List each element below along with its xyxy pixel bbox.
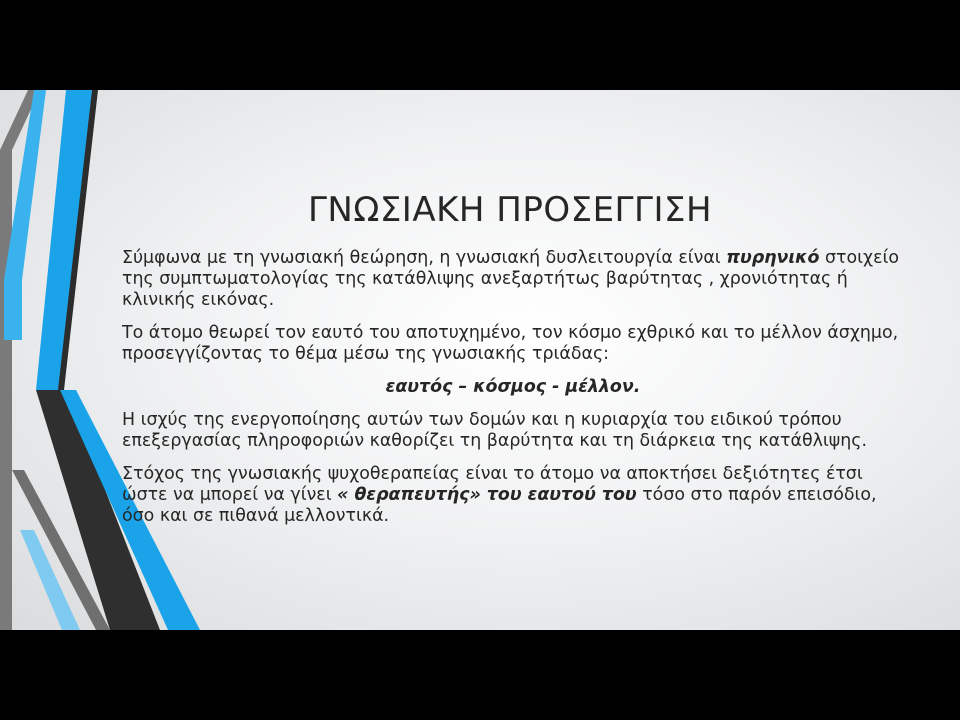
emphasis-text: πυρηνικό — [726, 248, 820, 268]
paragraph-text: τόσο στο παρόν επεισόδιο, όσο και σε πιθανά μελλοντικά. — [122, 485, 877, 526]
paragraph-activation: Η ισχύς της ενεργοποίησης αυτών των δομών και η κυριαρχία του ειδικού τρόπου επεξεργασίας πληροφοριών καθορίζει τη βαρύτητα και τη διάρκεια της κατάθλιψης. — [122, 410, 868, 451]
paragraph-therapy-goal — [122, 464, 904, 527]
triad-text: εαυτός – κόσμος - μέλλον. — [385, 377, 641, 397]
paragraph-text: στοιχείο της συμπτωματολογίας της κατάθλιψης ανεξαρτήτως βαρύτητας , χρονιότητας ή κλινικής εικόνας. — [122, 248, 899, 310]
paragraph-text: Σύμφωνα με τη γνωσιακή θεώρηση, η γνωσιακή δυσλειτουργία είναι — [122, 248, 727, 268]
slide-title: ΓΝΩΣΙΑΚΗ ΠΡΟΣΕΓΓΙΣΗ — [307, 190, 713, 230]
slide — [0, 90, 960, 630]
slide-body — [122, 248, 904, 539]
paragraph-cognitive-triad: Το άτομο θεωρεί τον εαυτό του αποτυχημένο, τον κόσμο εχθρικό και το μέλλον άσχημο, προσεγγίζοντας το θέμα μέσω της γνωσιακής τριάδας: — [122, 323, 899, 364]
emphasis-text: « θεραπευτής» του εαυτού του — [337, 485, 637, 505]
paragraph-core-dysfunction — [122, 248, 904, 311]
paragraph-text: Στόχος της γνωσιακής ψυχοθεραπείας είναι το άτομο να αποκτήσει δεξιότητες έτσι ώστε να μπορεί να γίνει — [122, 464, 863, 505]
cognitive-triad-line — [122, 377, 904, 398]
